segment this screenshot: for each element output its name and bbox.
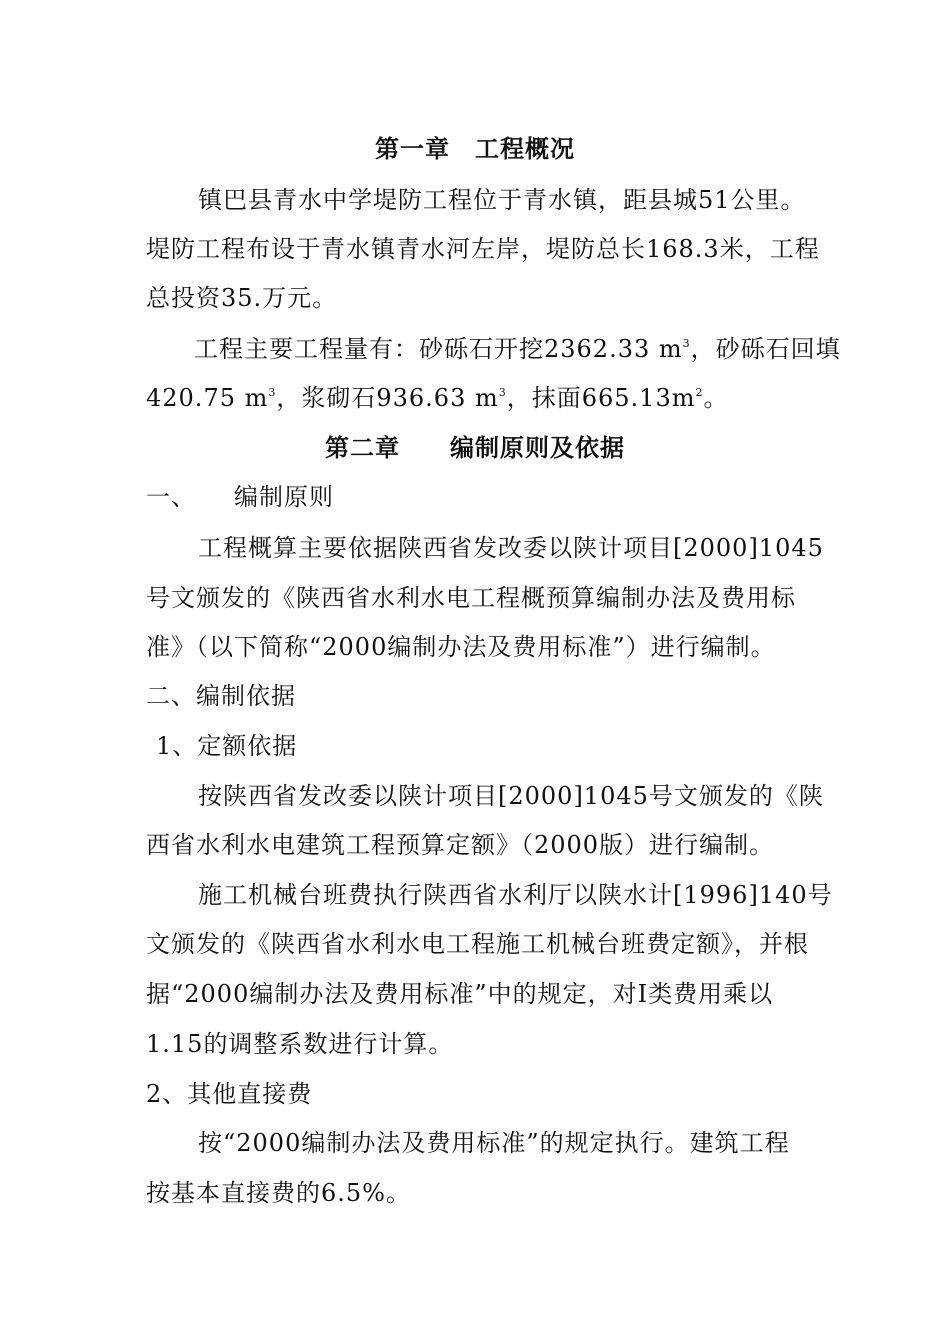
quantity-text: 。 xyxy=(703,384,729,412)
quantity-text: 工程主要工程量有：砂砾石开挖2362.33 m xyxy=(194,335,683,363)
quantity-text: 420.75 m xyxy=(146,384,269,412)
paragraph-line: 施工机械台班费执行陕西省水利厅以陕水计[1996]140号 xyxy=(198,881,833,909)
paragraph-line: 按基本直接费的6.5%。 xyxy=(146,1179,411,1207)
paragraph-line: 1.15的调整系数进行计算。 xyxy=(146,1030,454,1058)
paragraph-line: 据“2000编制办法及费用标准”中的规定，对Ⅰ类费用乘以 xyxy=(146,980,774,1008)
section-heading: 一、 编制原则 xyxy=(146,483,334,511)
paragraph-line: 按陕西省发改委以陕计项目[2000]1045号文颁发的《陕 xyxy=(198,782,824,810)
paragraph-line: 文颁发的《陕西省水利水电工程施工机械台班费定额》，并根 xyxy=(146,930,809,958)
paragraph-line: 总投资35.万元。 xyxy=(146,284,338,312)
quantity-text: ，抹面665.13m xyxy=(506,384,696,412)
unit-superscript: 2 xyxy=(695,386,704,399)
paragraph-line: 按“2000编制办法及费用标准”的规定执行。建筑工程 xyxy=(198,1129,790,1157)
unit-superscript: 3 xyxy=(498,386,507,399)
subsection-heading: 2、其他直接费 xyxy=(146,1080,313,1108)
paragraph-line: 准》（以下简称“2000编制办法及费用标准”）进行编制。 xyxy=(146,633,776,661)
quantity-text: ，砂砾石回填 xyxy=(690,335,841,363)
unit-superscript: 3 xyxy=(682,337,691,350)
quantity-text: ，浆砌石936.63 m xyxy=(276,384,499,412)
paragraph-line: 堤防工程布设于青水镇青水河左岸，堤防总长168.3米，工程 xyxy=(146,235,820,263)
paragraph-line: 号文颁发的《陕西省水利水电工程概预算编制办法及费用标 xyxy=(146,584,796,612)
paragraph-line: 镇巴县青水中学堤防工程位于青水镇，距县城51公里。 xyxy=(198,186,806,214)
unit-superscript: 3 xyxy=(268,386,277,399)
subsection-heading: 1、定额依据 xyxy=(156,732,298,760)
paragraph-line: 工程概算主要依据陕西省发改委以陕计项目[2000]1045 xyxy=(198,534,824,562)
quantities-line-1 xyxy=(194,331,884,367)
chapter-2-title: 第二章 编制原则及依据 xyxy=(325,433,625,462)
quantities-line-2 xyxy=(146,380,836,416)
paragraph-line: 西省水利水电建筑工程预算定额》（2000版）进行编制。 xyxy=(146,831,775,859)
section-heading: 二、编制依据 xyxy=(146,682,296,710)
chapter-1-title: 第一章 工程概况 xyxy=(375,134,575,163)
